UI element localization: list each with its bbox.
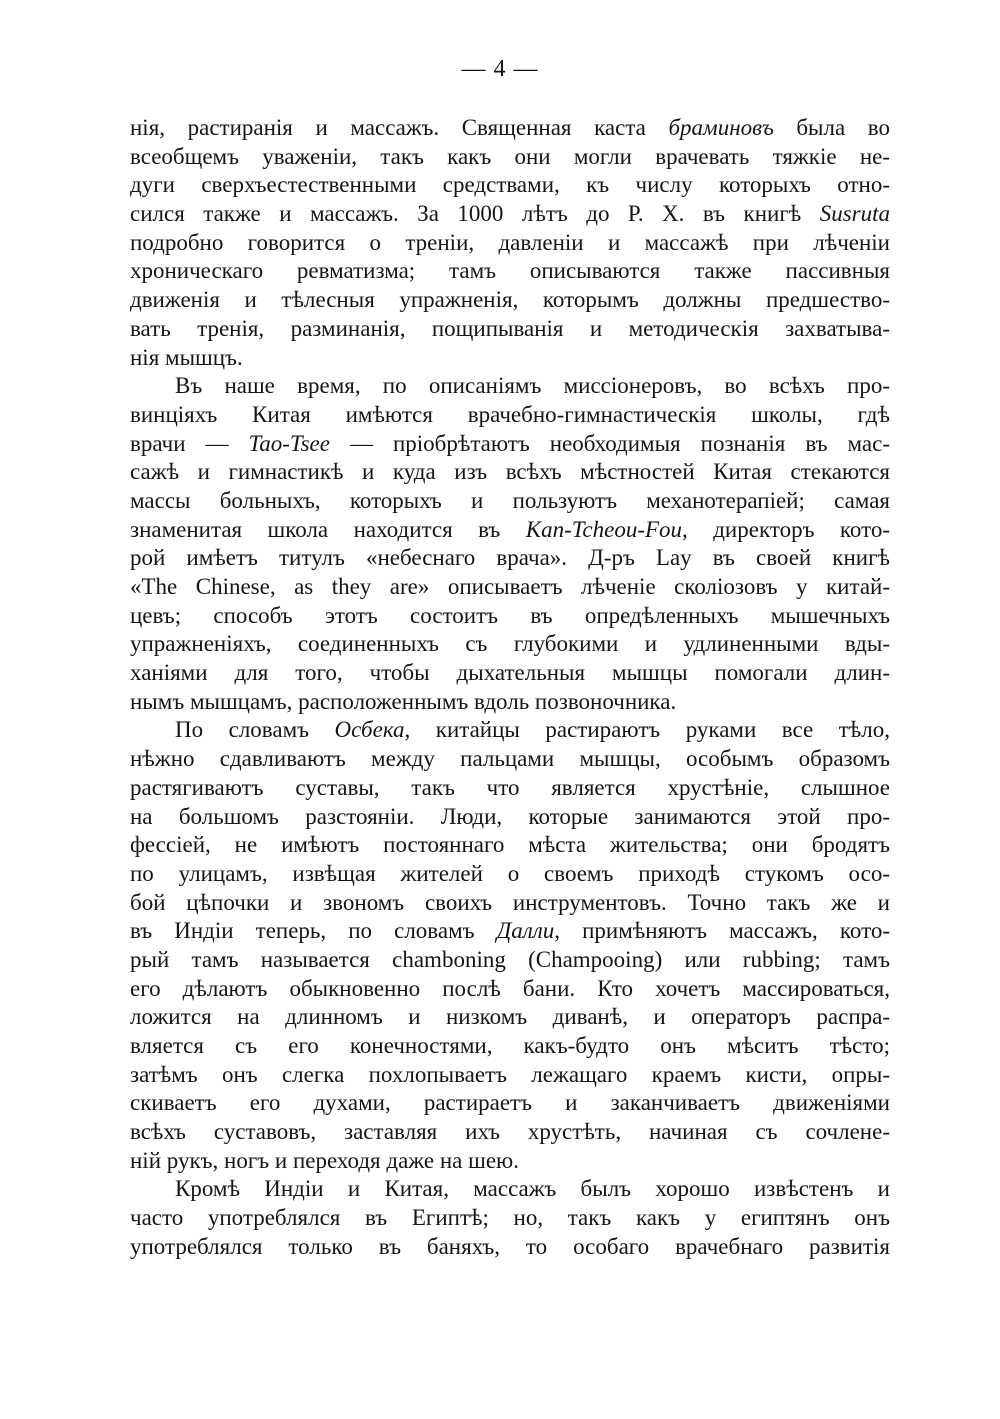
text-segment: ханіями для того, чтобы дыхательныя мышцы помогали длин- <box>130 660 890 686</box>
text-line <box>130 516 890 545</box>
text-line <box>130 745 890 774</box>
text-line <box>130 401 890 430</box>
text-segment: нымъ мышцамъ, расположеннымъ вдоль позвоночника. <box>130 688 677 714</box>
text-line <box>130 1233 890 1262</box>
italic-text: Далли <box>496 918 555 944</box>
text-line <box>130 716 890 745</box>
text-line <box>130 975 890 1004</box>
text-segment: растягиваютъ суставы, такъ что является хрустѣніе, слышное <box>130 774 890 800</box>
text-line <box>130 171 890 200</box>
text-line <box>130 602 890 631</box>
text-line <box>130 544 890 573</box>
italic-text: Осбека <box>334 717 405 743</box>
text-segment: хроническаго ревматизма; тамъ описываются также пассивныя <box>130 258 890 284</box>
text-segment: ній рукъ, ногъ и переходя даже на шею. <box>130 1147 519 1173</box>
italic-text: Susruta <box>819 201 890 227</box>
text-line <box>130 430 890 459</box>
text-line <box>130 831 890 860</box>
text-line <box>130 774 890 803</box>
text-segment: , директоръ кото- <box>682 516 891 542</box>
text-segment: По словамъ <box>175 717 335 743</box>
italic-text: Kan-Tcheou-Fou <box>525 516 683 542</box>
text-segment: подробно говорится о треніи, давленіи и массажѣ при лѣченіи <box>130 229 890 255</box>
text-line <box>130 257 890 286</box>
text-line <box>130 1089 890 1118</box>
text-line <box>130 1175 890 1204</box>
text-segment: врачи — <box>130 430 249 456</box>
text-line <box>130 143 890 172</box>
text-segment: — пріобрѣтаютъ необходимыя познанія въ мас- <box>329 430 890 456</box>
text-line <box>130 200 890 229</box>
text-segment: сился также и массажъ. За 1000 лѣтъ до Р. X. въ книгѣ <box>130 201 820 227</box>
text-line <box>130 917 890 946</box>
text-line <box>130 1147 890 1176</box>
text-segment: массы больныхъ, которыхъ и пользуютъ механотерапіей; самая <box>130 487 890 513</box>
text-line <box>130 1118 890 1147</box>
text-segment: скиваетъ его духами, растираетъ и заканчиваетъ движеніями <box>130 1090 890 1116</box>
paragraph <box>130 716 890 1175</box>
paragraph <box>130 1175 890 1261</box>
text-line <box>130 286 890 315</box>
text-line <box>130 372 890 401</box>
body-text <box>130 114 890 1262</box>
text-line <box>130 573 890 602</box>
text-segment: вляется съ его конечностями, какъ-будто онъ мѣситъ тѣсто; <box>130 1033 890 1058</box>
text-line <box>130 1003 890 1032</box>
text-segment: затѣмъ онъ слегка похлопываетъ лежащаго краемъ кисти, опры- <box>130 1061 890 1087</box>
text-segment: рой имѣетъ титулъ «небеснаго врача». Д-ръ Lay въ своей книгѣ <box>130 545 890 571</box>
text-line <box>130 889 890 918</box>
text-segment: въ Индіи теперь, по словамъ <box>130 918 497 944</box>
page-number: — 4 — <box>461 56 539 82</box>
text-segment: , примѣняютъ массажъ, кото- <box>554 918 890 944</box>
text-segment: знаменитая школа находится въ <box>130 516 526 542</box>
text-segment: движенія и тѣлесныя упражненія, которымъ должны предшество- <box>130 287 890 313</box>
text-segment: нія мышцъ. <box>130 344 243 370</box>
text-segment: ложится на длинномъ и низкомъ диванѣ, и операторъ распра- <box>130 1004 890 1030</box>
paragraph <box>130 372 890 716</box>
text-segment: всѣхъ суставовъ, заставляя ихъ хрустѣть, начиная съ сочлене- <box>130 1119 890 1145</box>
text-line <box>130 1204 890 1233</box>
text-segment: , китайцы растираютъ руками все тѣло, <box>404 717 890 743</box>
text-segment: бой цѣпочки и звономъ своихъ инструментовъ. Точно такъ же и <box>130 889 890 915</box>
text-segment: употреблялся только въ баняхъ, то особаго врачебнаго развитія <box>130 1233 890 1259</box>
text-segment: по улицамъ, извѣщая жителей о своемъ приходѣ стукомъ осо- <box>130 860 890 886</box>
text-line <box>130 315 890 344</box>
text-segment: его дѣлаютъ обыкновенно послѣ бани. Кто хочетъ массироваться, <box>130 975 890 1001</box>
text-segment: на большомъ разстояніи. Люди, которые занимаются этой про- <box>130 803 890 829</box>
text-segment: дуги сверхъестественными средствами, къ числу которыхъ отно- <box>130 172 890 198</box>
text-segment: вать тренія, разминанія, пощипыванія и методическія захватыва- <box>130 315 890 341</box>
text-segment: нія, растиранія и массажъ. Священная каста <box>130 115 669 140</box>
italic-text: Tao-Tsee <box>248 430 330 456</box>
text-line <box>130 659 890 688</box>
text-line <box>130 487 890 516</box>
text-line <box>130 630 890 659</box>
text-segment: упражненіяхъ, соединенныхъ съ глубокими и удлиненными вды- <box>130 631 890 657</box>
text-line <box>130 1061 890 1090</box>
text-line <box>130 946 890 975</box>
text-line <box>130 458 890 487</box>
text-line <box>130 860 890 889</box>
text-line <box>130 803 890 832</box>
text-segment: цевъ; способъ этотъ состоитъ въ опредѣленныхъ мышечныхъ <box>130 602 890 628</box>
text-segment: сажѣ и гимнастикѣ и куда изъ всѣхъ мѣстностей Китая стекаются <box>130 459 890 485</box>
text-segment: часто употреблялся въ Египтѣ; но, такъ какъ у египтянъ онъ <box>130 1205 890 1231</box>
italic-text: браминовъ <box>668 115 774 140</box>
text-line <box>130 229 890 258</box>
text-segment: винціяхъ Китая имѣются врачебно-гимнастическія школы, гдѣ <box>130 401 890 427</box>
text-line <box>130 688 890 717</box>
text-segment: всеобщемъ уваженіи, такъ какъ они могли врачевать тяжкіе не- <box>130 143 890 169</box>
paragraph <box>130 114 890 372</box>
text-segment: Кромѣ Индіи и Китая, массажъ былъ хорошо извѣстенъ и <box>175 1176 890 1202</box>
text-segment: была во <box>773 115 890 140</box>
text-line <box>130 344 890 373</box>
text-segment: фессіей, не имѣютъ постояннаго мѣста жительства; они бродятъ <box>130 832 890 858</box>
text-segment: «The Chinese, as they are» описываетъ лѣченіе сколіозовъ у китай- <box>130 574 890 599</box>
text-line <box>130 114 890 143</box>
text-line <box>130 1032 890 1061</box>
text-segment: Въ наше время, по описаніямъ миссіонеровъ, во всѣхъ про- <box>175 373 890 399</box>
text-segment: нѣжно сдавливаютъ между пальцами мышцы, особымъ образомъ <box>130 746 890 772</box>
text-segment: рый тамъ называется chamboning (Champooing) или rubbing; тамъ <box>130 946 890 972</box>
